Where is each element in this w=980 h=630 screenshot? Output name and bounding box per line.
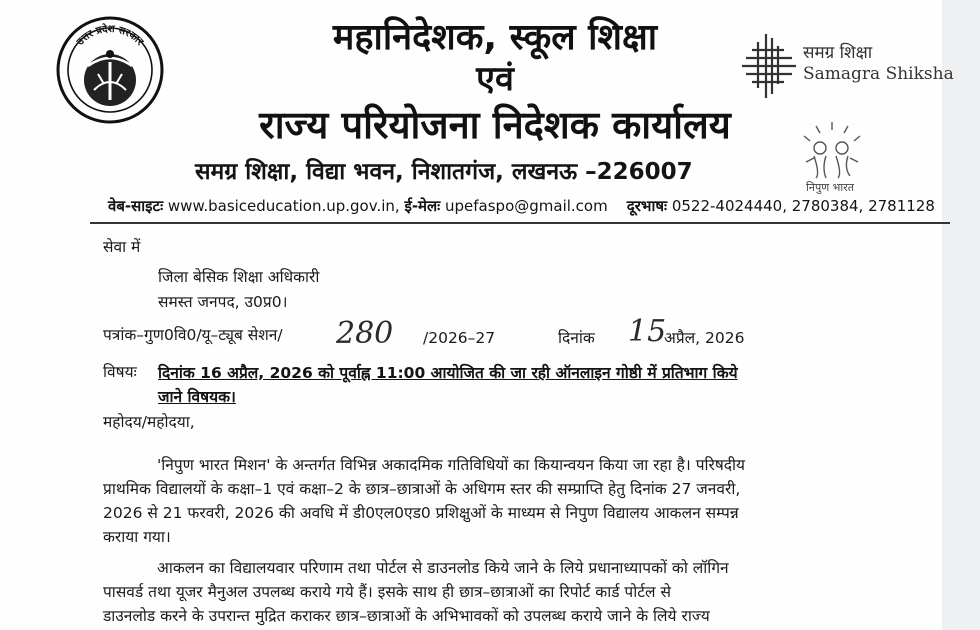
office-title-line3: राज्य परियोजना निदेशक कार्यालय (259, 103, 731, 147)
paragraph-1-line2: प्राथमिक विद्यालयों के कक्षा–1 एवं कक्षा–2 के छात्र–छात्राओं के अधिगम स्तर की सम्प्राप्ति हेतु दिनांक 27 जनवरी, (103, 480, 741, 498)
recipient-line1: जिला बेसिक शिक्षा अधिकारी (158, 268, 320, 286)
website-link: www.basiceducation.up.gov.in, (167, 197, 400, 215)
samagra-hindi-text: समग्र शिक्षा (803, 43, 873, 63)
reference-number-handwritten: 280 (336, 316, 394, 351)
header-divider (90, 222, 950, 224)
reference-prefix: पत्रांक–गुण0वि0/यू–ट्यूब सेशन/ (103, 326, 283, 344)
website-label: वेब-साइटः (108, 197, 164, 215)
paragraph-2-line1: आकलन का विद्यालयवार परिणाम तथा पोर्टल से डाउनलोड किये जाने के लिये प्रधानाध्यापकों को लॉगिन (157, 559, 729, 577)
paragraph-2-line3: डाउनलोड करने के उपरान्त मुद्रित कराकर छात्र–छात्राओं के अभिभावकों को उपलब्ध कराये जाने के लिये राज्य (103, 607, 710, 625)
recipient-line2: समस्त जनपद, उ0प्र0। (158, 293, 288, 311)
salutation: महोदय/महोदया, (103, 413, 195, 431)
email-label: ई-मेलः (404, 197, 441, 215)
paragraph-1-line4: कराया गया। (103, 528, 171, 546)
paragraph-2-line2: पासवर्ड तथा यूजर मैनुअल उपलब्ध कराये गये हैं। इसके साथ ही छात्र–छात्राओं का रिपोर्ट कार्ड पोर्टल से (103, 583, 671, 601)
date-month-year: अप्रैल, 2026 (664, 329, 745, 347)
email-address: upefaspo@gmail.com (445, 197, 608, 215)
date-day-handwritten: 15 (628, 314, 667, 349)
phone-numbers: 0522-4024440, 2780384, 2781128 (671, 197, 935, 215)
page-edge (942, 0, 980, 630)
samagra-english-text: Samagra Shiksha (803, 64, 954, 84)
office-title-line2: एवं (476, 59, 514, 99)
nipun-bharat-logo-icon (792, 118, 872, 188)
office-address: समग्र शिक्षा, विद्या भवन, निशातगंज, लखनऊ –226007 (195, 159, 693, 185)
subject-label: विषयः (103, 363, 137, 381)
phone-label: दूरभाषः (626, 197, 668, 215)
paragraph-1-line3: 2026 से 21 फरवरी, 2026 की अवधि में डी0एल0एड0 प्रशिक्षुओं के माध्यम से निपुण विद्यालय आकलन सम्पन्न (103, 504, 739, 522)
paragraph-1-line1: 'निपुण भारत मिशन' के अन्तर्गत विभिन्न अकादमिक गतिविधियों का कियान्वयन किया जा रहा है। परिषदीय (157, 456, 746, 474)
nipun-caption: निपुण भारत (806, 181, 855, 194)
reference-suffix: /2026–27 (423, 329, 496, 347)
office-title-line1: महानिदेशक, स्कूल शिक्षा (332, 17, 658, 58)
subject-text (158, 361, 848, 409)
to-label: सेवा में (103, 238, 141, 256)
emblem-text: उत्तर प्रदेश सरकार (74, 23, 146, 48)
date-label: दिनांक (558, 329, 595, 347)
subject-line1: दिनांक 16 अप्रैल, 2026 को पूर्वाह्न 11:00 आयोजित की जा रही ऑनलाइन गोष्ठी में प्रतिभाग किये (158, 364, 738, 382)
subject-line2: जाने विषयक। (158, 388, 236, 406)
contact-line (108, 196, 935, 216)
